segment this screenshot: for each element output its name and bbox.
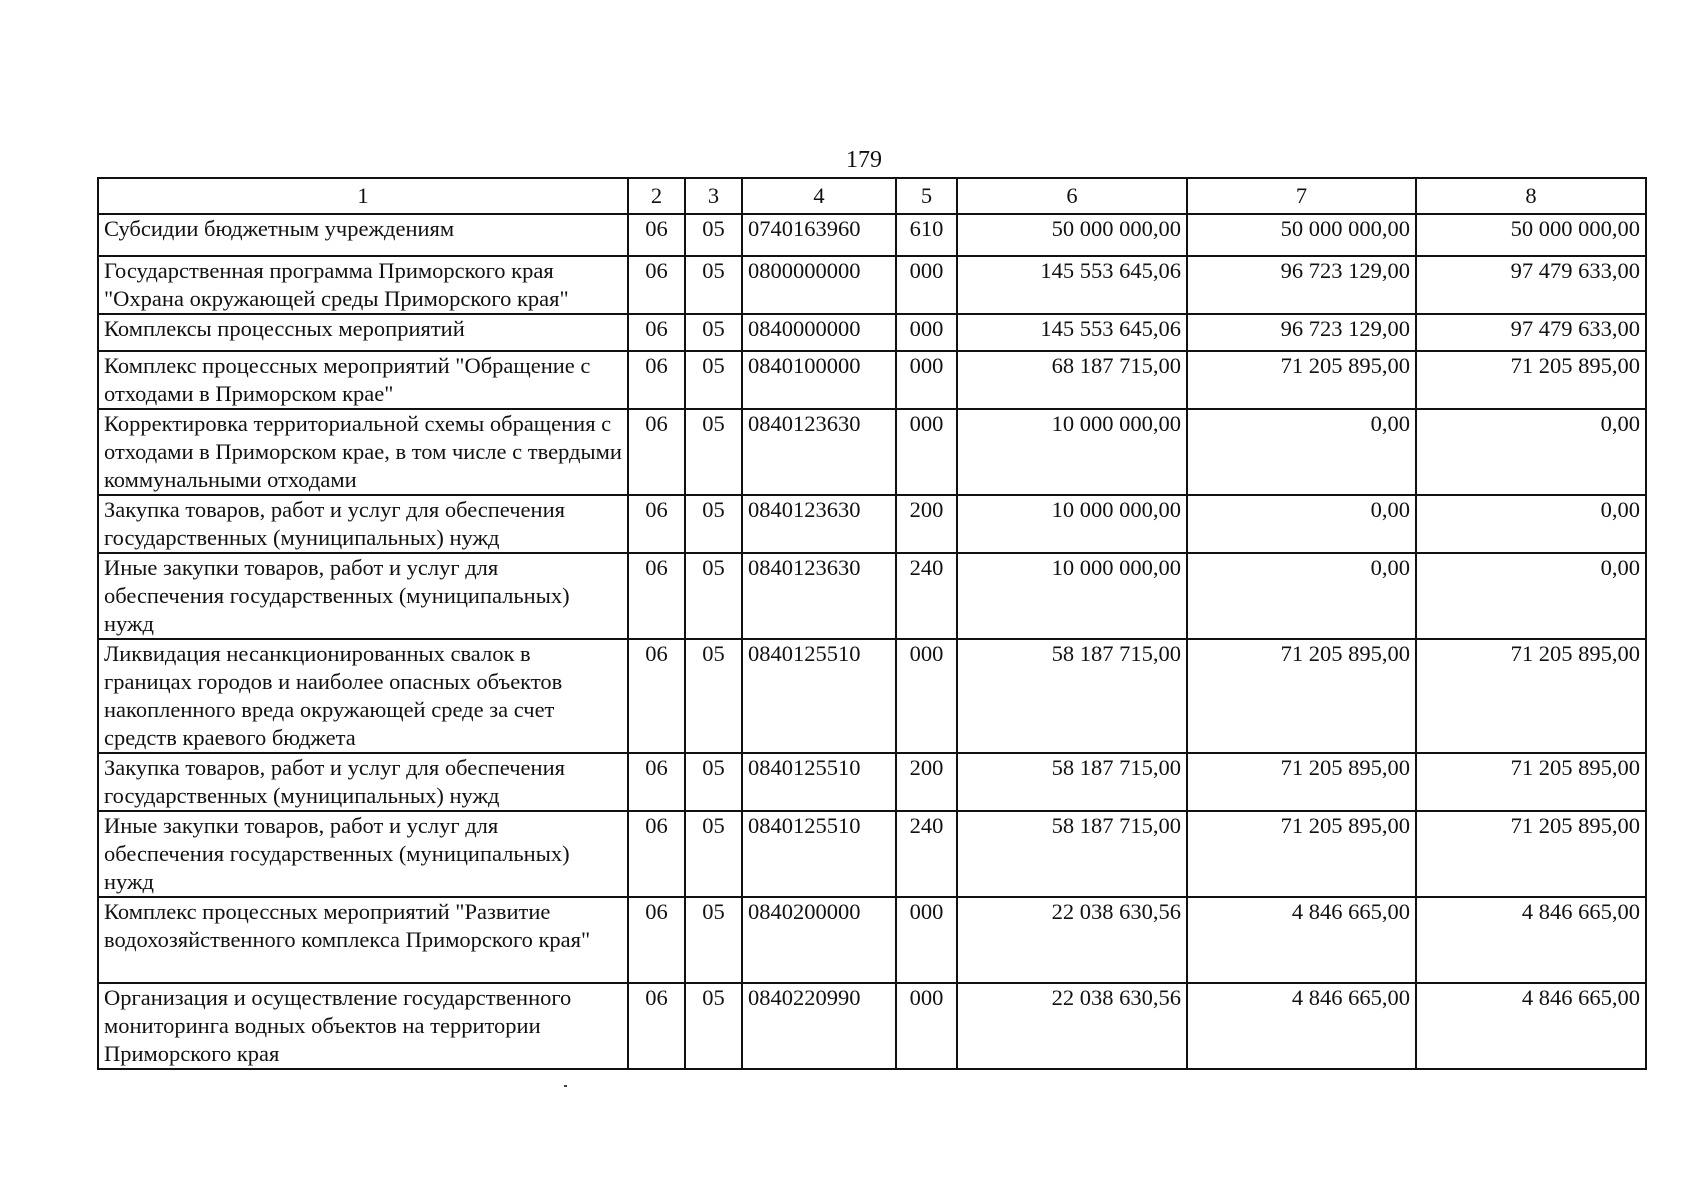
subsection-code-cell: 05: [685, 214, 742, 256]
amount-col7-cell: 4 846 665,00: [1187, 897, 1416, 983]
subsection-code-cell: 05: [685, 983, 742, 1069]
target-article-cell: 0840000000: [742, 314, 896, 351]
expense-type-cell: 610: [896, 214, 957, 256]
expense-name-cell: Ликвидация несанкционированных свалок в границах городов и наиболее опасных объектов накопленного вреда окружающей среде за счет средств краевого бюджета: [98, 639, 628, 753]
expense-type-cell: 000: [896, 351, 957, 409]
section-code-cell: 06: [628, 314, 685, 351]
amount-col6-cell: 145 553 645,06: [957, 314, 1187, 351]
target-article-cell: 0840123630: [742, 409, 896, 495]
target-article-cell: 0840100000: [742, 351, 896, 409]
target-article-cell: 0840123630: [742, 553, 896, 639]
expense-name-cell: Комплексы процессных мероприятий: [98, 314, 628, 351]
amount-col7-cell: 96 723 129,00: [1187, 256, 1416, 314]
subsection-code-cell: 05: [685, 553, 742, 639]
amount-col8-cell: 97 479 633,00: [1416, 314, 1646, 351]
amount-col7-cell: 71 205 895,00: [1187, 639, 1416, 753]
amount-col7-cell: 71 205 895,00: [1187, 351, 1416, 409]
expense-type-cell: 000: [896, 409, 957, 495]
section-code-cell: 06: [628, 753, 685, 811]
column-header-6: 6: [957, 178, 1187, 214]
amount-col8-cell: 71 205 895,00: [1416, 811, 1646, 897]
expense-type-cell: 240: [896, 553, 957, 639]
amount-col7-cell: 4 846 665,00: [1187, 983, 1416, 1069]
expense-name-cell: Субсидии бюджетным учреждениям: [98, 214, 628, 256]
target-article-cell: 0840200000: [742, 897, 896, 983]
column-number-row: [98, 178, 1646, 214]
table-row: [98, 256, 1646, 314]
section-code-cell: 06: [628, 351, 685, 409]
amount-col6-cell: 22 038 630,56: [957, 983, 1187, 1069]
column-header-7: 7: [1187, 178, 1416, 214]
expense-type-cell: 200: [896, 753, 957, 811]
target-article-cell: 0840125510: [742, 639, 896, 753]
column-header-3: 3: [685, 178, 742, 214]
amount-col8-cell: 71 205 895,00: [1416, 753, 1646, 811]
target-article-cell: 0840125510: [742, 753, 896, 811]
expense-name-cell: Корректировка территориальной схемы обращения с отходами в Приморском крае, в том числе с твердыми коммунальными отходами: [98, 409, 628, 495]
page-number: 179: [846, 147, 882, 173]
section-code-cell: 06: [628, 639, 685, 753]
column-header-1: 1: [98, 178, 628, 214]
amount-col8-cell: 71 205 895,00: [1416, 351, 1646, 409]
subsection-code-cell: 05: [685, 811, 742, 897]
expense-type-cell: 000: [896, 639, 957, 753]
table-row: [98, 351, 1646, 409]
amount-col8-cell: 71 205 895,00: [1416, 639, 1646, 753]
section-code-cell: 06: [628, 983, 685, 1069]
section-code-cell: 06: [628, 409, 685, 495]
amount-col8-cell: 4 846 665,00: [1416, 897, 1646, 983]
subsection-code-cell: 05: [685, 314, 742, 351]
section-code-cell: 06: [628, 256, 685, 314]
amount-col7-cell: 71 205 895,00: [1187, 811, 1416, 897]
amount-col7-cell: 0,00: [1187, 495, 1416, 553]
expense-name-cell: Иные закупки товаров, работ и услуг для обеспечения государственных (муниципальных) нужд: [98, 811, 628, 897]
expense-name-cell: Закупка товаров, работ и услуг для обеспечения государственных (муниципальных) нужд: [98, 495, 628, 553]
amount-col6-cell: 50 000 000,00: [957, 214, 1187, 256]
amount-col6-cell: 145 553 645,06: [957, 256, 1187, 314]
amount-col8-cell: 0,00: [1416, 495, 1646, 553]
subsection-code-cell: 05: [685, 897, 742, 983]
scan-dot-mark: [564, 1085, 567, 1087]
table-row: [98, 811, 1646, 897]
table-row: [98, 897, 1646, 983]
amount-col7-cell: 0,00: [1187, 553, 1416, 639]
table-row: [98, 214, 1646, 256]
section-code-cell: 06: [628, 811, 685, 897]
amount-col6-cell: 58 187 715,00: [957, 639, 1187, 753]
budget-table: [97, 177, 1647, 1070]
amount-col6-cell: 58 187 715,00: [957, 753, 1187, 811]
subsection-code-cell: 05: [685, 351, 742, 409]
expense-type-cell: 000: [896, 983, 957, 1069]
section-code-cell: 06: [628, 553, 685, 639]
amount-col7-cell: 50 000 000,00: [1187, 214, 1416, 256]
expense-name-cell: Закупка товаров, работ и услуг для обеспечения государственных (муниципальных) нужд: [98, 753, 628, 811]
expense-name-cell: Комплекс процессных мероприятий "Обращение с отходами в Приморском крае": [98, 351, 628, 409]
column-header-4: 4: [742, 178, 896, 214]
column-header-8: 8: [1416, 178, 1646, 214]
amount-col8-cell: 0,00: [1416, 409, 1646, 495]
amount-col6-cell: 10 000 000,00: [957, 553, 1187, 639]
expense-name-cell: Государственная программа Приморского края "Охрана окружающей среды Приморского края": [98, 256, 628, 314]
table-row: [98, 639, 1646, 753]
section-code-cell: 06: [628, 495, 685, 553]
amount-col8-cell: 97 479 633,00: [1416, 256, 1646, 314]
table-row: [98, 553, 1646, 639]
subsection-code-cell: 05: [685, 256, 742, 314]
table-row: [98, 753, 1646, 811]
subsection-code-cell: 05: [685, 753, 742, 811]
subsection-code-cell: 05: [685, 409, 742, 495]
expense-type-cell: 000: [896, 897, 957, 983]
amount-col6-cell: 10 000 000,00: [957, 409, 1187, 495]
target-article-cell: 0840125510: [742, 811, 896, 897]
table-row: [98, 983, 1646, 1069]
amount-col6-cell: 22 038 630,56: [957, 897, 1187, 983]
amount-col6-cell: 10 000 000,00: [957, 495, 1187, 553]
amount-col8-cell: 50 000 000,00: [1416, 214, 1646, 256]
target-article-cell: 0800000000: [742, 256, 896, 314]
amount-col7-cell: 71 205 895,00: [1187, 753, 1416, 811]
subsection-code-cell: 05: [685, 639, 742, 753]
expense-type-cell: 000: [896, 314, 957, 351]
column-header-2: 2: [628, 178, 685, 214]
target-article-cell: 0840220990: [742, 983, 896, 1069]
table-row: [98, 314, 1646, 351]
amount-col7-cell: 96 723 129,00: [1187, 314, 1416, 351]
section-code-cell: 06: [628, 214, 685, 256]
expense-type-cell: 000: [896, 256, 957, 314]
amount-col8-cell: 4 846 665,00: [1416, 983, 1646, 1069]
target-article-cell: 0840123630: [742, 495, 896, 553]
table-row: [98, 495, 1646, 553]
section-code-cell: 06: [628, 897, 685, 983]
expense-name-cell: Организация и осуществление государственного мониторинга водных объектов на территории Приморского края: [98, 983, 628, 1069]
column-header-5: 5: [896, 178, 957, 214]
expense-name-cell: Комплекс процессных мероприятий "Развитие водохозяйственного комплекса Приморского края": [98, 897, 628, 983]
amount-col8-cell: 0,00: [1416, 553, 1646, 639]
amount-col7-cell: 0,00: [1187, 409, 1416, 495]
expense-type-cell: 200: [896, 495, 957, 553]
table-row: [98, 409, 1646, 495]
amount-col6-cell: 58 187 715,00: [957, 811, 1187, 897]
target-article-cell: 0740163960: [742, 214, 896, 256]
subsection-code-cell: 05: [685, 495, 742, 553]
expense-type-cell: 240: [896, 811, 957, 897]
expense-name-cell: Иные закупки товаров, работ и услуг для обеспечения государственных (муниципальных) нужд: [98, 553, 628, 639]
amount-col6-cell: 68 187 715,00: [957, 351, 1187, 409]
